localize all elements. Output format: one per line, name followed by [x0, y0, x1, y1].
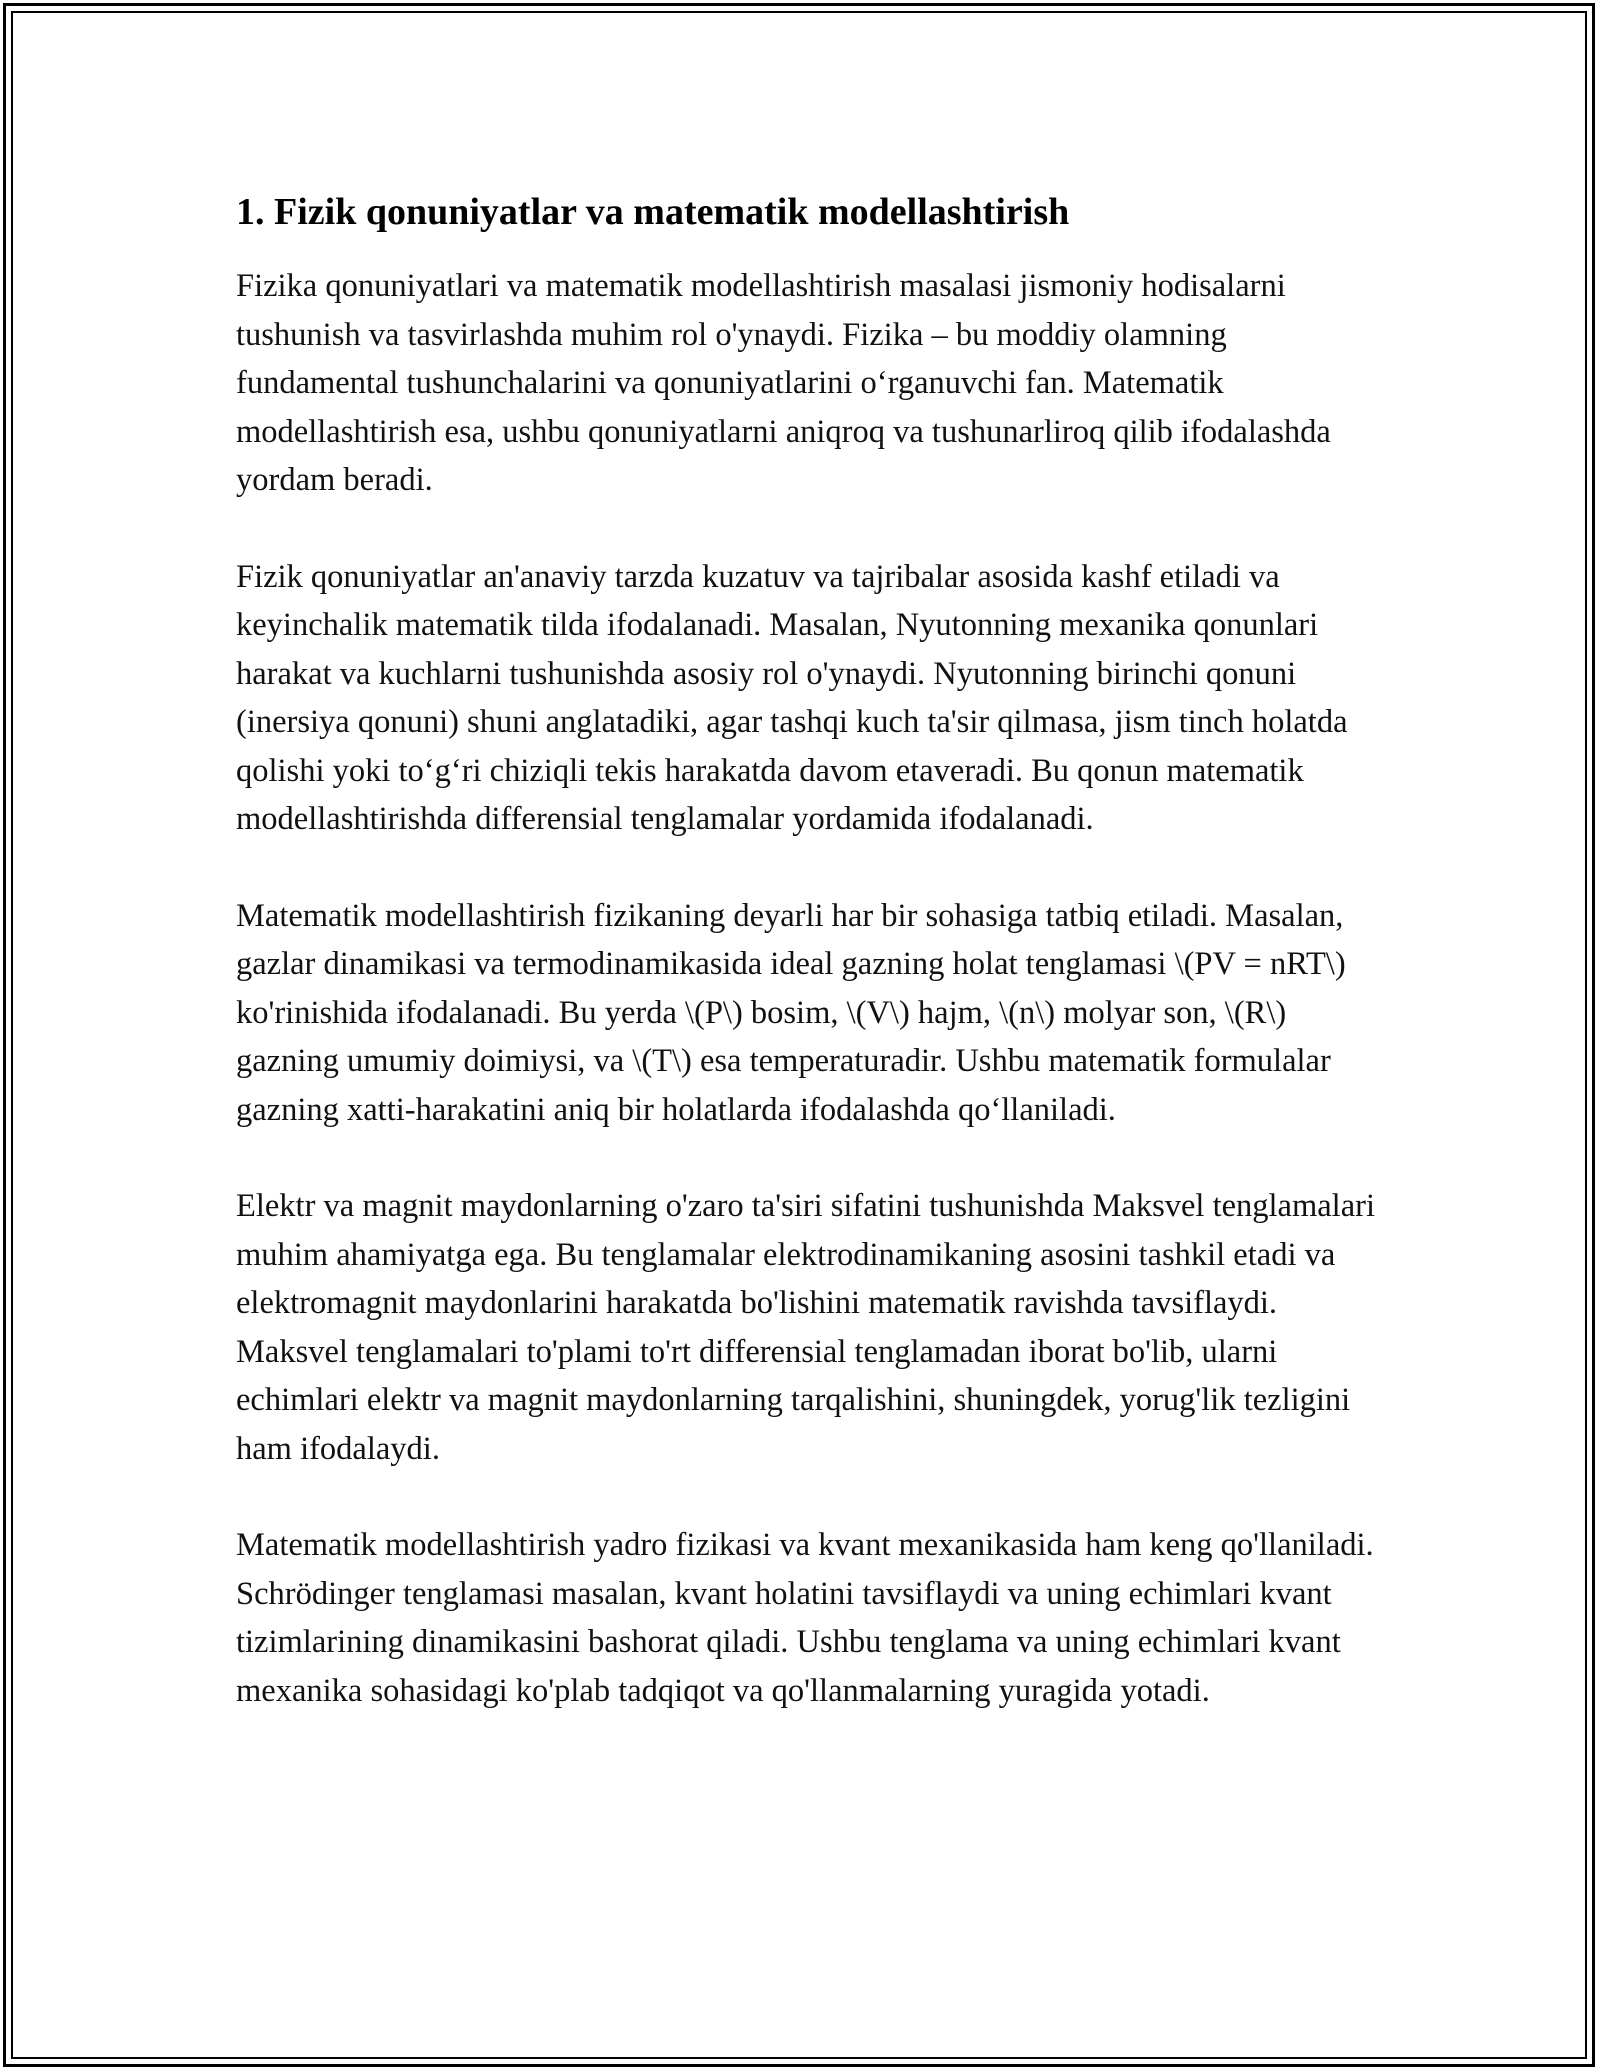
- section-heading: 1. Fizik qonuniyatlar va matematik modellashtirish: [236, 191, 1070, 233]
- paragraph-4: Elektr va magnit maydonlarning o'zaro ta'siri sifatini tushunishda Maksvel tenglamalari muhim ahamiyatga ega. Bu tenglamalar elektrodinamikaning asosini tashkil etadi va elektromagnit maydonlarini harakatda bo'lishini matematik ravishda tavsiflaydi. Maksvel tenglamalari to'plami to'rt differensial tenglamadan iborat bo'lib, ularni echimlari elektr va magnit maydonlarning tarqalishini, shuningdek, yorug'lik tezligini ham ifodalaydi.: [236, 1188, 1375, 1467]
- document-body: [236, 188, 1376, 1763]
- paragraph-3: Matematik modellashtirish fizikaning deyarli har bir sohasiga tatbiq etiladi. Masalan, gazlar dinamikasi va termodinamikasida ideal gazning holat tenglamasi \(PV = nRT\) ko'rinishida ifodalanadi. Bu yerda \(P\) bosim, \(V\) hajm, \(n\) molyar son, \(R\) gazning umumiy doimiysi, va \(T\) esa temperaturadir. Ushbu matematik formulalar gazning xatti-harakatini aniq bir holatlarda ifodalashda qo‘llaniladi.: [236, 897, 1346, 1128]
- paragraph-1: Fizika qonuniyatlari va matematik modellashtirish masalasi jismoniy hodisalarni tushunish va tasvirlashda muhim rol o'ynaydi. Fizika – bu moddiy olamning fundamental tushunchalarini va qonuniyatlarini o‘rganuvchi fan. Matematik modellashtirish esa, ushbu qonuniyatlarni aniqroq va tushunarliroq qilib ifodalashda yordam beradi.: [236, 268, 1331, 498]
- paragraph-5: Matematik modellashtirish yadro fizikasi va kvant mexanikasida ham keng qo'llaniladi. Schrödinger tenglamasi masalan, kvant holatini tavsiflaydi va uning echimlari kvant tizimlarining dinamikasini bashorat qiladi. Ushbu tenglama va uning echimlari kvant mexanika sohasidagi ko'plab tadqiqot va qo'llanmalarning yuragida yotadi.: [236, 1527, 1374, 1709]
- paragraph-2: Fizik qonuniyatlar an'anaviy tarzda kuzatuv va tajribalar asosida kashf etiladi va keyinchalik matematik tilda ifodalanadi. Masalan, Nyutonning mexanika qonunlari harakat va kuchlarni tushunishda asosiy rol o'ynaydi. Nyutonning birinchi qonuni (inersiya qonuni) shuni anglatadiki, agar tashqi kuch ta'sir qilmasa, jism tinch holatda qolishi yoki to‘g‘ri chiziqli tekis harakatda davom etaveradi. Bu qonun matematik modellashtirishda differensial tenglamalar yordamida ifodalanadi.: [236, 558, 1348, 837]
